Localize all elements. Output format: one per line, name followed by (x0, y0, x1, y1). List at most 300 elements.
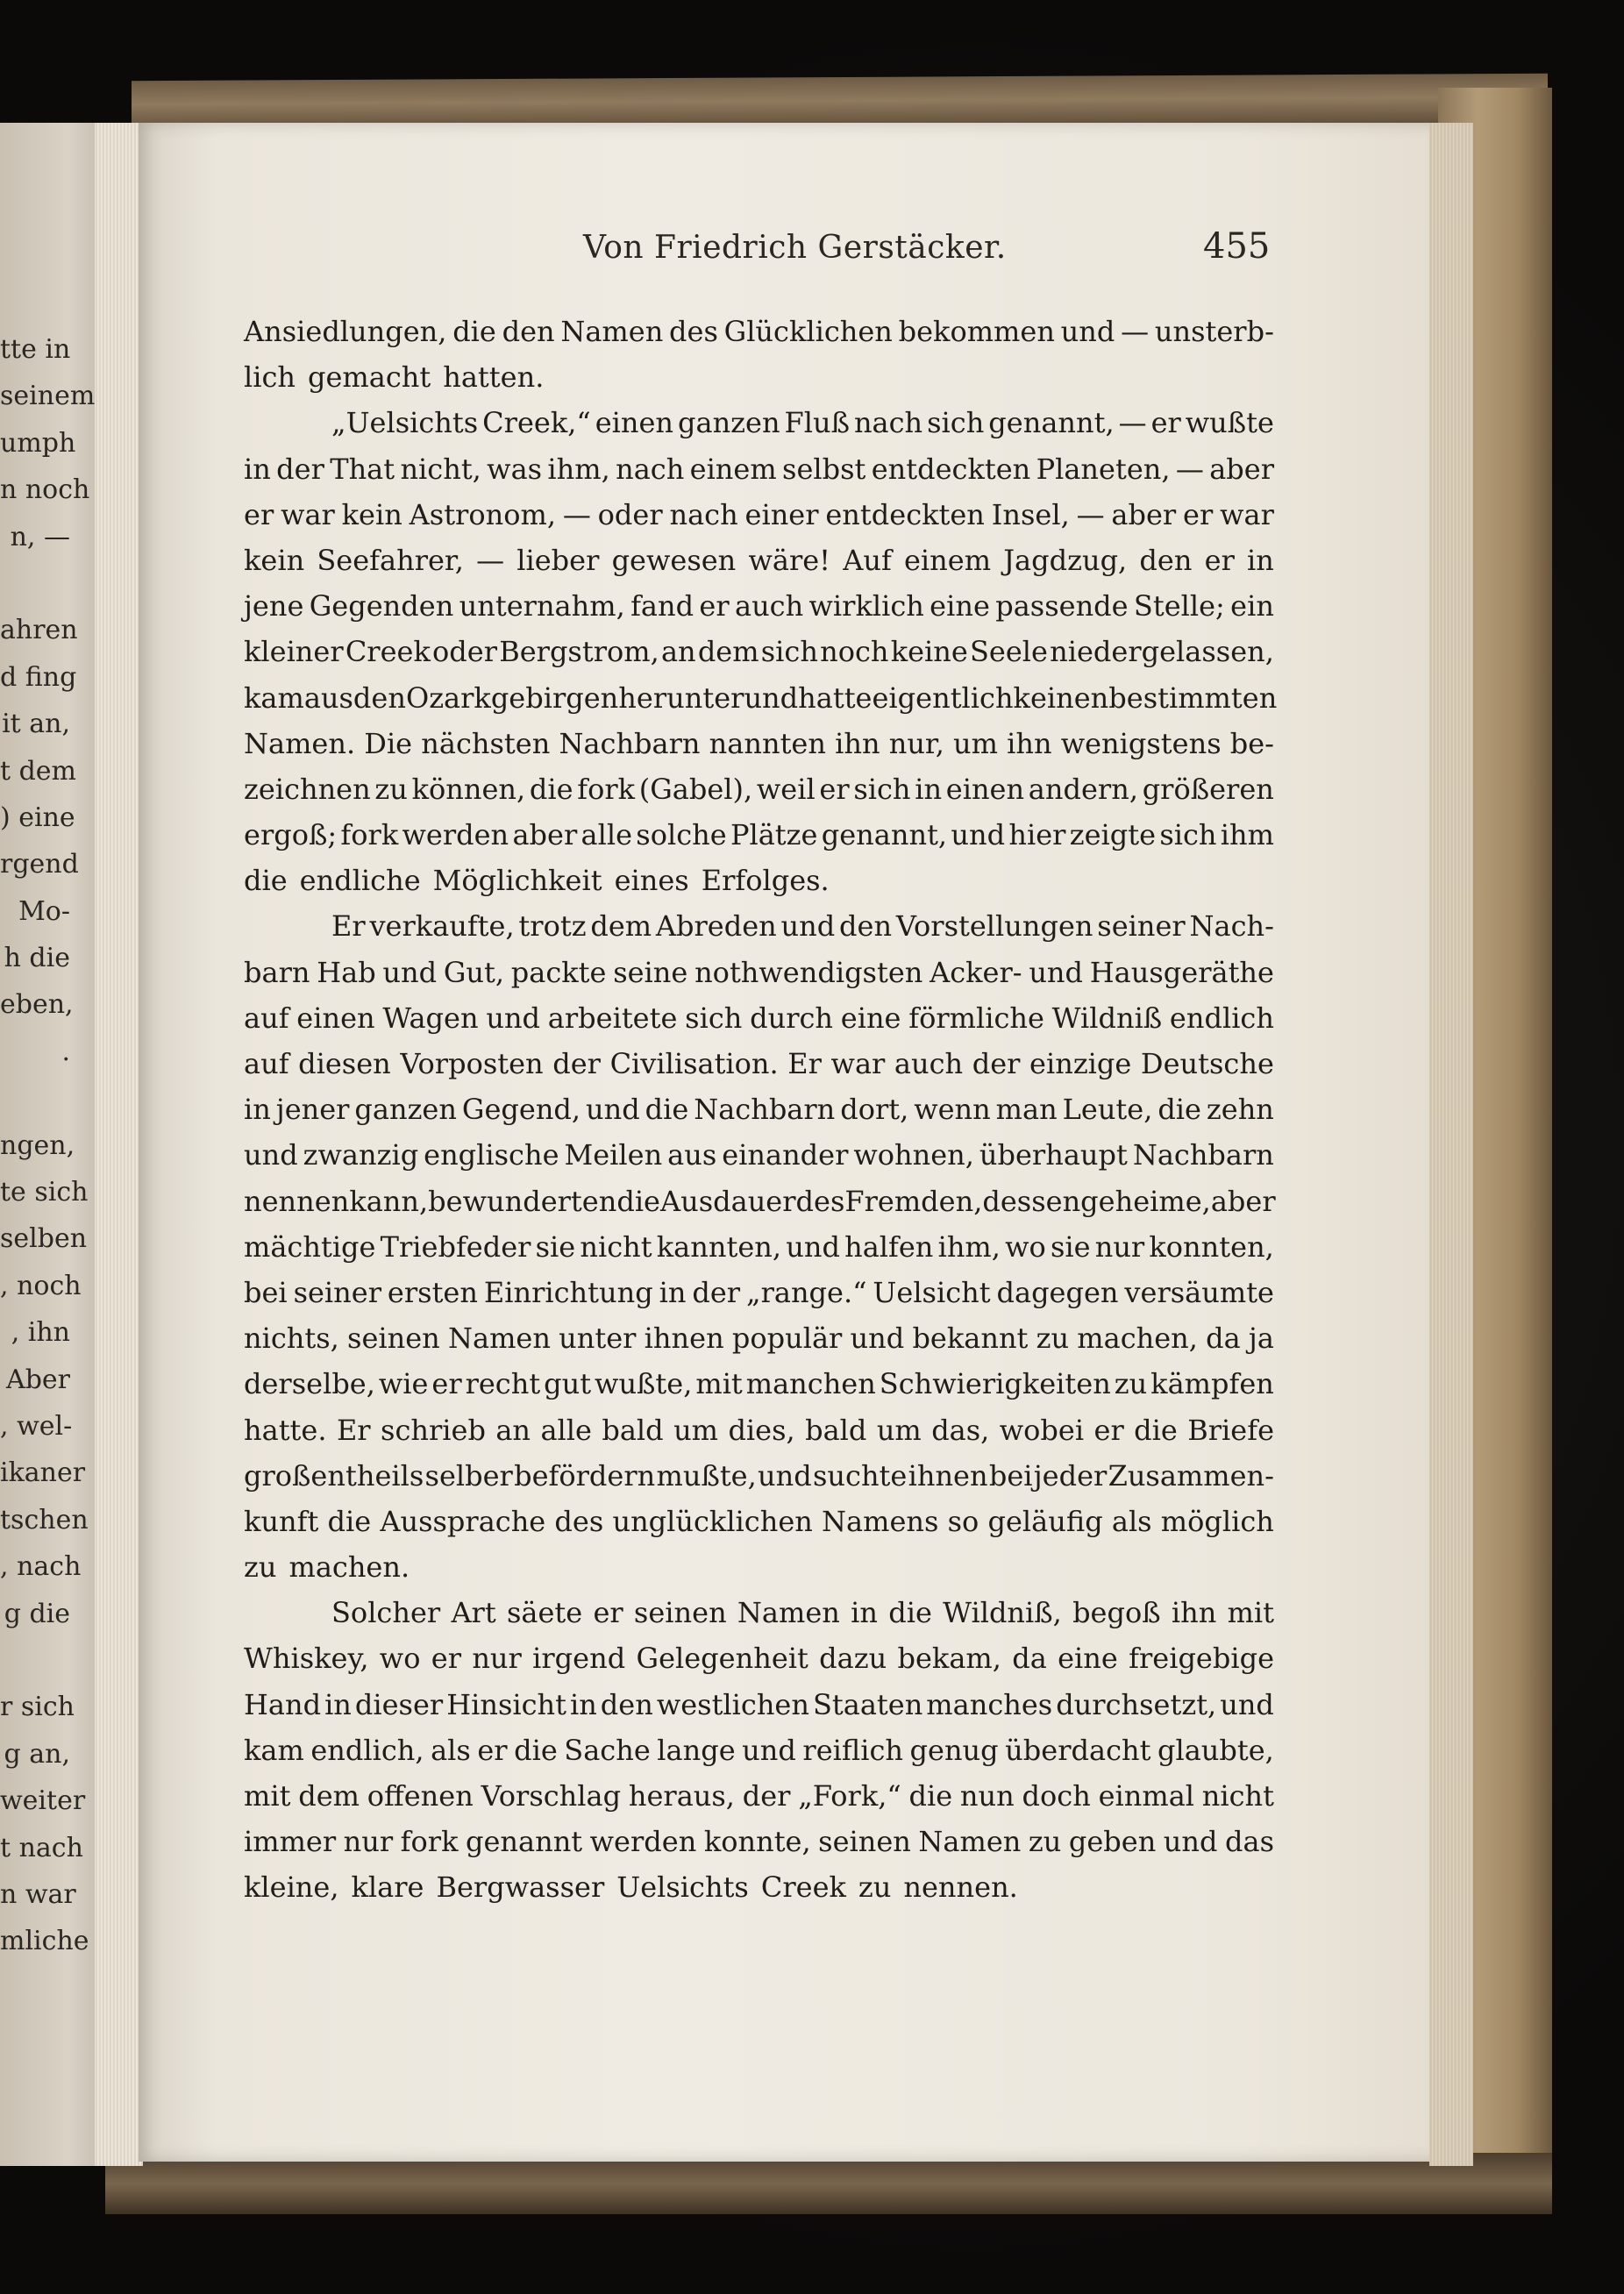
word: Vorstellungen (895, 909, 1093, 944)
word: immer (244, 1825, 337, 1859)
word: ihnen (908, 1458, 988, 1493)
word: an (660, 635, 696, 669)
word: den (1139, 543, 1193, 577)
word: und (786, 1229, 840, 1264)
word: Aussprache (380, 1504, 546, 1538)
book-cover-bottom-edge (105, 2153, 1552, 2214)
word: war (1220, 497, 1274, 531)
word: Bergstrom, (499, 635, 659, 669)
word: seinen (818, 1825, 911, 1859)
word: Fluß (784, 406, 850, 440)
word: kunft (244, 1504, 319, 1538)
word: Möglichkeit (432, 864, 602, 898)
word: und (586, 1093, 640, 1127)
word: Deutsche (1140, 1047, 1274, 1080)
word: kein (244, 543, 305, 577)
left-page-fragment: n war (0, 1878, 76, 1910)
text-line (244, 1041, 1274, 1086)
page-number: 455 (1203, 226, 1271, 267)
word: sich (853, 772, 911, 806)
word: ihn (835, 726, 880, 760)
right-page-edges (1429, 123, 1473, 2166)
text-line (244, 1819, 1274, 1864)
left-page-fragment: r sich (0, 1692, 75, 1723)
word: er (593, 1596, 623, 1630)
word: was (487, 452, 543, 486)
word: Bergwasser (436, 1870, 605, 1905)
left-page-fragment: , nach (0, 1551, 82, 1583)
word: Hinsicht (446, 1687, 566, 1721)
left-page-fragment: umph (0, 427, 76, 459)
word: zehn (1206, 1093, 1274, 1127)
word: lich (244, 360, 296, 395)
left-page-fragment: ) eine (0, 801, 75, 833)
word: lange (657, 1733, 736, 1767)
word: Er (787, 1047, 822, 1080)
word: die (616, 1184, 660, 1218)
word: war (830, 1047, 886, 1080)
word: einander (722, 1138, 849, 1172)
word: fork (577, 772, 636, 806)
word: Stelle; (1133, 589, 1225, 623)
word: keine (890, 635, 968, 669)
word: selber (424, 1458, 513, 1493)
word: war (281, 497, 335, 531)
word: des (795, 1184, 845, 1218)
word: nicht (580, 1229, 652, 1264)
word: nach (669, 497, 738, 531)
word: Zusammen- (1108, 1458, 1274, 1493)
word: Namen (560, 315, 664, 348)
word: barn (244, 955, 310, 989)
left-page-fragment: t dem (0, 755, 76, 787)
word: kleine, (244, 1870, 339, 1905)
word: und (1029, 955, 1084, 989)
word: unglücklichen (612, 1504, 813, 1538)
text-line (244, 400, 1274, 445)
word: als (1111, 1504, 1152, 1538)
word: und (1060, 315, 1115, 348)
left-page-fragment: , noch (0, 1270, 82, 1301)
word: dessen (982, 1184, 1081, 1218)
word: nothwendigsten (694, 955, 923, 989)
left-page-fragment: eben, (0, 989, 74, 1021)
word: die (1157, 1093, 1201, 1127)
word: mächtige (244, 1229, 376, 1264)
word: glaubte, (1157, 1733, 1274, 1767)
word: das (1225, 1825, 1274, 1859)
word: Ozarkgebirgen (405, 680, 619, 715)
word: kam (244, 1733, 304, 1767)
word: bekommen (898, 315, 1055, 348)
word: um (953, 726, 998, 760)
word: in (915, 772, 943, 806)
word: wohnen, (853, 1138, 974, 1172)
word: dem (590, 909, 652, 944)
word: mußte, (656, 1458, 757, 1493)
word: durch (750, 1001, 834, 1035)
word: Planeten, (1036, 452, 1171, 486)
word: da (1012, 1642, 1047, 1676)
word: die (908, 1779, 953, 1813)
word: einer (744, 497, 819, 531)
left-page-fragment: Aber (6, 1364, 70, 1395)
text-line (244, 1086, 1274, 1132)
left-page-fragment: seinem (0, 381, 96, 412)
text-line (244, 492, 1274, 538)
word: die (529, 772, 573, 806)
text-line (244, 1132, 1274, 1178)
word: eine (1058, 1642, 1118, 1676)
word: doch (1022, 1779, 1091, 1813)
word: westlichen (656, 1687, 809, 1721)
word: nach (853, 406, 923, 440)
word: seine (613, 955, 688, 989)
word: genannt, (988, 406, 1115, 440)
word: — (1175, 452, 1204, 486)
word: dem (697, 635, 759, 669)
word: als (431, 1733, 471, 1767)
word: genug (909, 1733, 999, 1767)
word: weil (756, 772, 816, 806)
word: nicht, (400, 452, 481, 486)
word: Triebfeder (380, 1229, 531, 1264)
word: kannten, (656, 1229, 782, 1264)
word: bei (988, 1458, 1033, 1493)
word: Creek (345, 635, 431, 669)
word: aber (1111, 497, 1177, 531)
word: aus (303, 680, 353, 715)
word: des (554, 1504, 604, 1538)
word: Namens (822, 1504, 939, 1538)
word: zu (1114, 1367, 1148, 1401)
word: um (673, 1413, 719, 1447)
word: und (758, 1458, 812, 1493)
word: ihm, (937, 1229, 1001, 1264)
word: den (353, 680, 406, 715)
word: Leute, (1062, 1093, 1153, 1127)
word: bekam, (897, 1642, 1001, 1676)
word: herunter (618, 680, 744, 715)
word: und (850, 1322, 905, 1356)
word: dem (298, 1779, 360, 1813)
word: sich (685, 1001, 743, 1035)
word: endlich (1169, 1001, 1274, 1035)
word: oder (432, 635, 498, 669)
word: auch (734, 589, 804, 623)
word: — (476, 543, 505, 577)
left-page-fragment: d fing (0, 661, 77, 693)
word: die (1134, 1413, 1178, 1447)
word: er (431, 1642, 461, 1676)
word: Briefe (1187, 1413, 1274, 1447)
word: die (452, 315, 496, 348)
word: ja (1248, 1322, 1274, 1356)
word: ihnen (644, 1322, 724, 1356)
word: möglich (1160, 1504, 1274, 1538)
word: zu (1028, 1825, 1062, 1859)
word: noch (820, 635, 889, 669)
word: überhaupt (979, 1138, 1128, 1172)
word: Wildniß (1051, 1001, 1163, 1035)
word: da (1206, 1322, 1241, 1356)
text-line (244, 1361, 1274, 1407)
word: der (276, 452, 324, 486)
body-text (244, 309, 1278, 1911)
word: die (244, 864, 288, 898)
word: mit (244, 1779, 291, 1813)
word: unternahm, (459, 589, 625, 623)
word: zu (858, 1870, 892, 1905)
word: ein (1230, 589, 1274, 623)
word: zeigte (1069, 818, 1157, 852)
word: keinen (1013, 680, 1109, 715)
word: einzige (1029, 1047, 1132, 1080)
word: begoß (1072, 1596, 1161, 1630)
word: — (1076, 497, 1105, 531)
word: bestimmten (1108, 680, 1278, 715)
word: Civilisation. (609, 1047, 779, 1080)
word: Auf (843, 543, 892, 577)
word: Er (336, 1413, 371, 1447)
running-head: Von Friedrich Gerstäcker. (583, 230, 1007, 266)
word: Namen (918, 1825, 1022, 1859)
word: Gelegenheit (636, 1642, 808, 1676)
word: an (495, 1413, 531, 1447)
word: man (995, 1093, 1058, 1127)
word: großentheils (244, 1458, 424, 1493)
word: nennen (244, 1184, 350, 1218)
word: „Uelsichts (331, 406, 479, 440)
left-page-fragment: , wel- (0, 1410, 73, 1442)
word: und (742, 1733, 796, 1767)
word: in (244, 452, 271, 486)
word: und (486, 1001, 541, 1035)
text-line (244, 1499, 1274, 1544)
word: wenigstens (1060, 726, 1222, 760)
word: nur (472, 1642, 522, 1676)
word: einen (945, 772, 1025, 806)
word: reiflich (802, 1733, 903, 1767)
word: recht (465, 1367, 541, 1401)
word: arbeitete (547, 1001, 678, 1035)
text-line (244, 995, 1274, 1041)
word: alle (581, 818, 632, 852)
word: werden (589, 1825, 697, 1859)
word: dieser (354, 1687, 444, 1721)
word: er (477, 1733, 508, 1767)
left-page-edges (95, 123, 143, 2166)
word: so (947, 1504, 979, 1538)
word: Ansiedlungen, (244, 315, 447, 348)
word: hatten. (443, 360, 545, 395)
word: den (502, 315, 555, 348)
word: dagegen (996, 1275, 1119, 1309)
word: Creek (760, 1870, 846, 1905)
word: Wildniß, (943, 1596, 1062, 1630)
word: kam (244, 680, 304, 715)
word: er (431, 1367, 462, 1401)
left-page-fragment (0, 1637, 70, 1684)
word: sich (927, 406, 985, 440)
word: werden (402, 818, 509, 852)
word: nichts, (244, 1322, 339, 1356)
word: eigentlich (872, 680, 1014, 715)
word: einen (595, 406, 674, 440)
word: solche (636, 818, 727, 852)
word: verkaufte, (369, 909, 515, 944)
word: „range.“ (745, 1275, 867, 1309)
text-line (244, 538, 1274, 583)
word: versäumte (1124, 1275, 1274, 1309)
word: be- (1229, 726, 1274, 760)
word: Insel, (991, 497, 1070, 531)
word: heraus, (628, 1779, 735, 1813)
word: gut (544, 1367, 592, 1401)
word: hier (1008, 818, 1066, 852)
word: Hab (317, 955, 376, 989)
left-page-fragment: t nach (0, 1832, 83, 1863)
word: nächsten (421, 726, 551, 760)
word: Seefahrer, (317, 543, 464, 577)
word: einem (903, 543, 992, 577)
word: zu (244, 1550, 277, 1585)
text-line (244, 858, 1274, 903)
text-line (244, 950, 1274, 995)
word: Gegend, (461, 1093, 581, 1127)
word: aus (667, 1138, 717, 1172)
text-line (244, 1179, 1274, 1224)
word: freigebige (1129, 1642, 1274, 1676)
word: fork (340, 818, 399, 852)
left-page-fragment (0, 560, 70, 607)
word: die (645, 1093, 689, 1127)
word: passende (995, 589, 1129, 623)
word: befördern (514, 1458, 656, 1493)
word: Namen. (244, 726, 356, 760)
word: genannt, (821, 818, 948, 852)
word: Sache (564, 1733, 651, 1767)
word: wobei (999, 1413, 1085, 1447)
word: Vorposten (400, 1047, 544, 1080)
text-line (244, 446, 1274, 492)
word: der (552, 1047, 601, 1080)
word: er (1183, 497, 1214, 531)
text-line (244, 1270, 1274, 1315)
word: geheime, (1080, 1184, 1211, 1218)
word: manchen (745, 1367, 876, 1401)
text-line (244, 766, 1274, 812)
word: ihn (1007, 726, 1052, 760)
word: er (1204, 543, 1235, 577)
word: bald (805, 1413, 867, 1447)
word: in (659, 1275, 687, 1309)
word: einmal (1098, 1779, 1194, 1813)
left-page-fragment: tte in (0, 334, 71, 365)
word: dies, (728, 1413, 795, 1447)
word: selbst (782, 452, 866, 486)
word: den (600, 1687, 653, 1721)
left-page-fragment: selben (0, 1223, 88, 1255)
word: in (1247, 543, 1274, 577)
word: ganzen (678, 406, 780, 440)
word: in (851, 1596, 878, 1630)
word: mit (1227, 1596, 1274, 1630)
word: konnten, (1149, 1229, 1274, 1264)
word: überdacht (1005, 1733, 1151, 1767)
word: unsterb- (1154, 315, 1274, 348)
word: populär (731, 1322, 843, 1356)
left-page-text-fragments (0, 326, 96, 1965)
word: zu (1036, 1322, 1070, 1356)
word: seinen (633, 1596, 727, 1630)
word: niedergelassen, (1050, 635, 1274, 669)
word: seinen (347, 1322, 440, 1356)
word: nicht (1201, 1779, 1274, 1813)
word: einen (296, 1001, 375, 1035)
word: und (780, 909, 836, 944)
word: hatte (798, 680, 873, 715)
text-line (244, 721, 1274, 766)
word: jeder (1033, 1458, 1108, 1493)
word: Erfolges. (701, 864, 830, 898)
text-line (244, 583, 1274, 629)
word: Er (331, 909, 366, 944)
left-page-fragment: h die (4, 943, 70, 974)
word: wo (379, 1642, 421, 1676)
word: er (1093, 1413, 1124, 1447)
left-page-fragment: te sich (0, 1177, 89, 1208)
text-line (244, 1728, 1274, 1773)
left-page-fragment: g an, (4, 1738, 70, 1770)
word: genannt (465, 1825, 583, 1859)
word: und (382, 955, 438, 989)
word: Namen (447, 1322, 551, 1356)
text-line (244, 309, 1274, 354)
text-line (244, 1590, 1274, 1635)
text-line (244, 903, 1274, 949)
word: Nach- (1189, 909, 1274, 944)
word: wenn (914, 1093, 991, 1127)
word: Hausgeräthe (1089, 955, 1274, 989)
text-line (244, 1224, 1274, 1270)
word: Whiskey, (244, 1642, 369, 1676)
word: Einrichtung (483, 1275, 653, 1309)
word: kann, (349, 1184, 429, 1218)
word: fand (630, 589, 694, 623)
word: bewunderten (428, 1184, 617, 1218)
word: seiner (1097, 909, 1186, 944)
word: Jagdzug, (1003, 543, 1128, 577)
word: Uelsicht (873, 1275, 991, 1309)
word: bald (602, 1413, 664, 1447)
word: trotz (518, 909, 587, 944)
left-page-fragment: it an, (2, 709, 70, 740)
word: Glücklichen (723, 315, 893, 348)
text-line (244, 1864, 1274, 1910)
word: klare (351, 1870, 424, 1905)
text-line (244, 1315, 1274, 1361)
word: suchte (812, 1458, 908, 1493)
word: Fremden, (844, 1184, 983, 1218)
word: Namen (737, 1596, 840, 1630)
word: aber (1210, 1184, 1276, 1218)
left-page-fragment: n noch (0, 474, 90, 506)
word: ihn (1171, 1596, 1217, 1630)
text-line (244, 629, 1274, 674)
word: wie (378, 1367, 429, 1401)
word: Uelsichts (616, 1870, 749, 1905)
